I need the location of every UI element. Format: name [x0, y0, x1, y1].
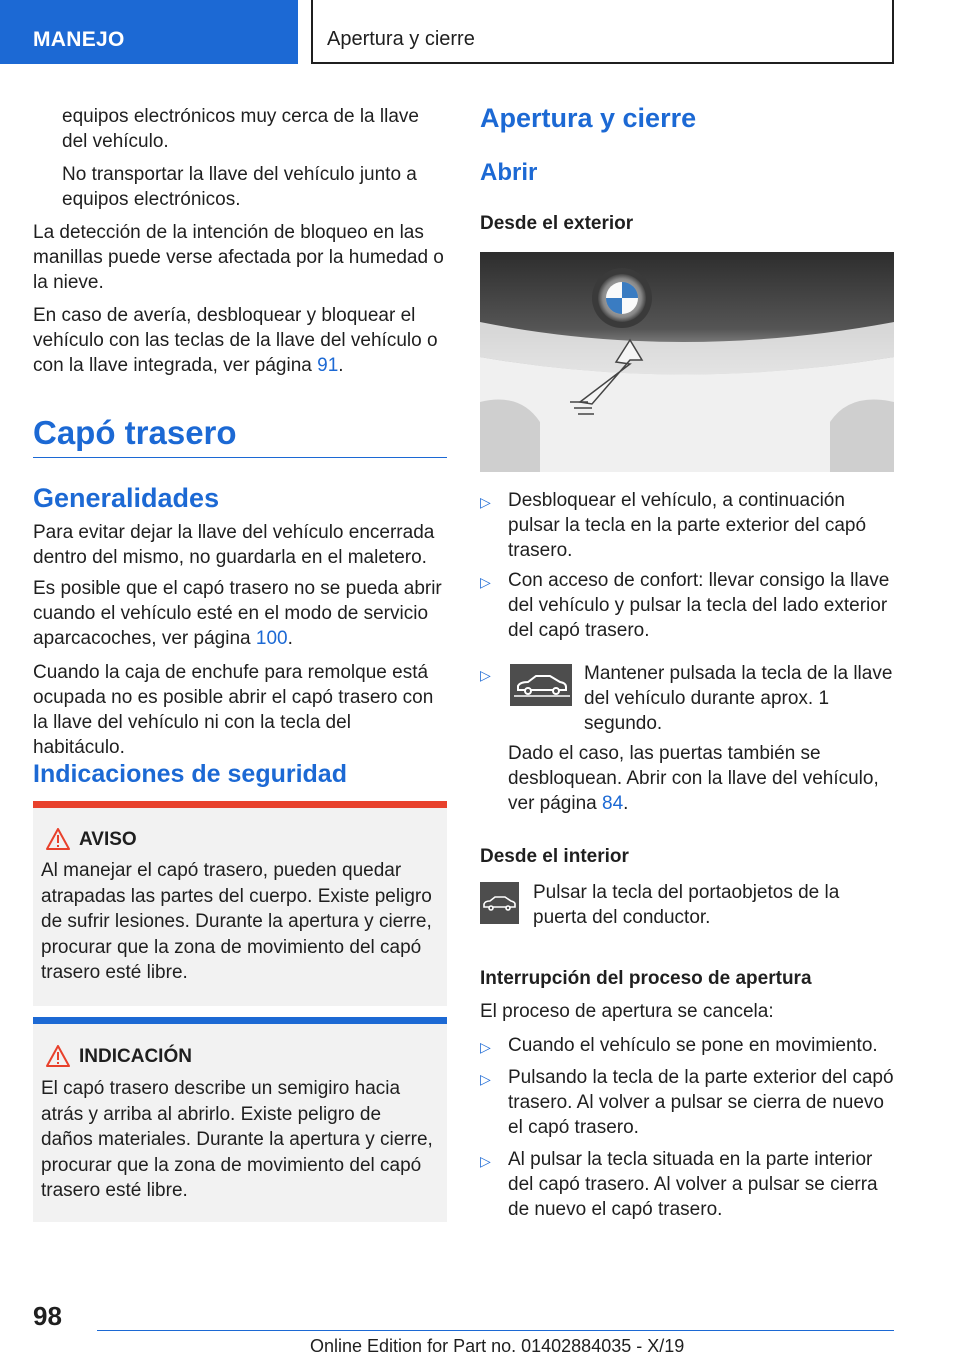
warning-triangle-icon [46, 1045, 70, 1067]
page-link[interactable]: 100 [255, 628, 288, 649]
subsection-heading: Generalidades [33, 483, 220, 513]
paragraph: Para evitar dejar la llave del vehículo encerrada dentro del mismo, no guardarla en el maletero. [33, 522, 435, 568]
paragraph: Dado el caso, las puertas también se desbloquean. Abrir con la llave del vehículo, ver página 84. [508, 743, 879, 814]
subsection-heading: Indicaciones de seguridad [33, 760, 347, 788]
paragraph: No transportar la llave del vehículo junto a equipos electrónicos. [62, 164, 417, 210]
bullet-marker: ▷ [480, 494, 491, 510]
bullet-marker: ▷ [480, 1071, 491, 1087]
tailgate-illustration [480, 252, 894, 472]
section-heading: Capó trasero [33, 414, 237, 451]
notice-text: El capó trasero describe un semigiro hacia atrás y arriba al abrirlo. Existe peligro de daños materiales. Durante la apertura y cierre, procurar que la zona de movimiento del capó trasero esté libre. [41, 1078, 433, 1201]
car-trunk-icon [510, 664, 572, 706]
paragraph: Mantener pulsada la tecla de la llave del vehículo durante aprox. 1 segundo. [584, 663, 893, 734]
heading-rule [33, 457, 447, 458]
paragraph: La detección de la intención de bloqueo en las manillas puede verse afectada por la humedad o la nieve. [33, 222, 444, 293]
section-tab [0, 0, 298, 64]
topic-tab [311, 0, 894, 64]
warning-title: AVISO [79, 829, 137, 850]
list-item: ▷ Cuando el vehículo se pone en movimiento. [480, 1033, 894, 1063]
list-item: ▷ Con acceso de confort: llevar consigo la llave del vehículo y pulsar la tecla del lado exterior del capó trasero. [480, 570, 890, 641]
paragraph: Cuando la caja de enchufe para remolque está ocupada no es posible abrir el capó trasero con la llave del vehículo ni con la tecla del habitáculo. [33, 662, 434, 758]
minor-heading: Desde el exterior [480, 213, 634, 234]
paragraph: equipos electrónicos muy cerca de la llave del vehículo. [62, 106, 419, 152]
warning-triangle-icon [46, 828, 70, 850]
paragraph: En caso de avería, desbloquear y bloquear el vehículo con las teclas de la llave del vehículo o con la llave integrada, ver página 91. [33, 305, 438, 376]
minor-heading: Interrupción del proceso de apertura [480, 968, 812, 989]
paragraph: Es posible que el capó trasero no se pueda abrir cuando el vehículo esté en el modo de servicio aparcacoches, ver página 100. [33, 578, 442, 649]
section-heading: Apertura y cierre [480, 103, 697, 133]
footer-rule [97, 1330, 894, 1331]
list-item: ▷ Pulsando la tecla de la parte exterior del capó trasero. Al volver a pulsar se cierra de nuevo el capó trasero. [480, 1067, 894, 1138]
page-number: 98 [33, 1301, 62, 1331]
notice-box [33, 1017, 447, 1222]
minor-heading: Desde el interior [480, 846, 629, 867]
warning-bar [33, 801, 447, 808]
warning-text: Al manejar el capó trasero, pueden quedar atrapadas las partes del cuerpo. Existe peligro de sufrir lesiones. Durante la apertura y cierre, procurar que la zona de movimiento del capó trasero esté libre. [41, 860, 432, 983]
page-link[interactable]: 84 [602, 793, 624, 814]
topic-title: Apertura y cierre [327, 28, 475, 50]
warning-box [33, 801, 447, 1006]
notice-bar [33, 1017, 447, 1024]
bullet-marker: ▷ [480, 1153, 491, 1169]
notice-title: INDICACIÓN [79, 1046, 192, 1067]
bullet-marker: ▷ [480, 1039, 491, 1055]
bullet-marker: ▷ [480, 574, 491, 590]
page-link[interactable]: 91 [317, 355, 339, 376]
bullet-marker: ▷ [480, 667, 491, 683]
list-item: ▷ Desbloquear el vehículo, a continuación pulsar la tecla en la parte exterior del capó trasero. [480, 490, 867, 561]
paragraph: El proceso de apertura se cancela: [480, 1001, 774, 1022]
car-trunk-icon [480, 882, 519, 924]
subsection-heading: Abrir [480, 159, 538, 186]
list-item: ▷ Al pulsar la tecla situada en la parte interior del capó trasero. Al volver a pulsar se cierra de nuevo el capó trasero. [480, 1149, 878, 1220]
paragraph: Pulsar la tecla del portaobjetos de la puerta del conductor. [533, 882, 840, 928]
edition-text: Online Edition for Part no. 01402884035 - X/19 [310, 1336, 685, 1356]
section-title: MANEJO [33, 28, 125, 51]
